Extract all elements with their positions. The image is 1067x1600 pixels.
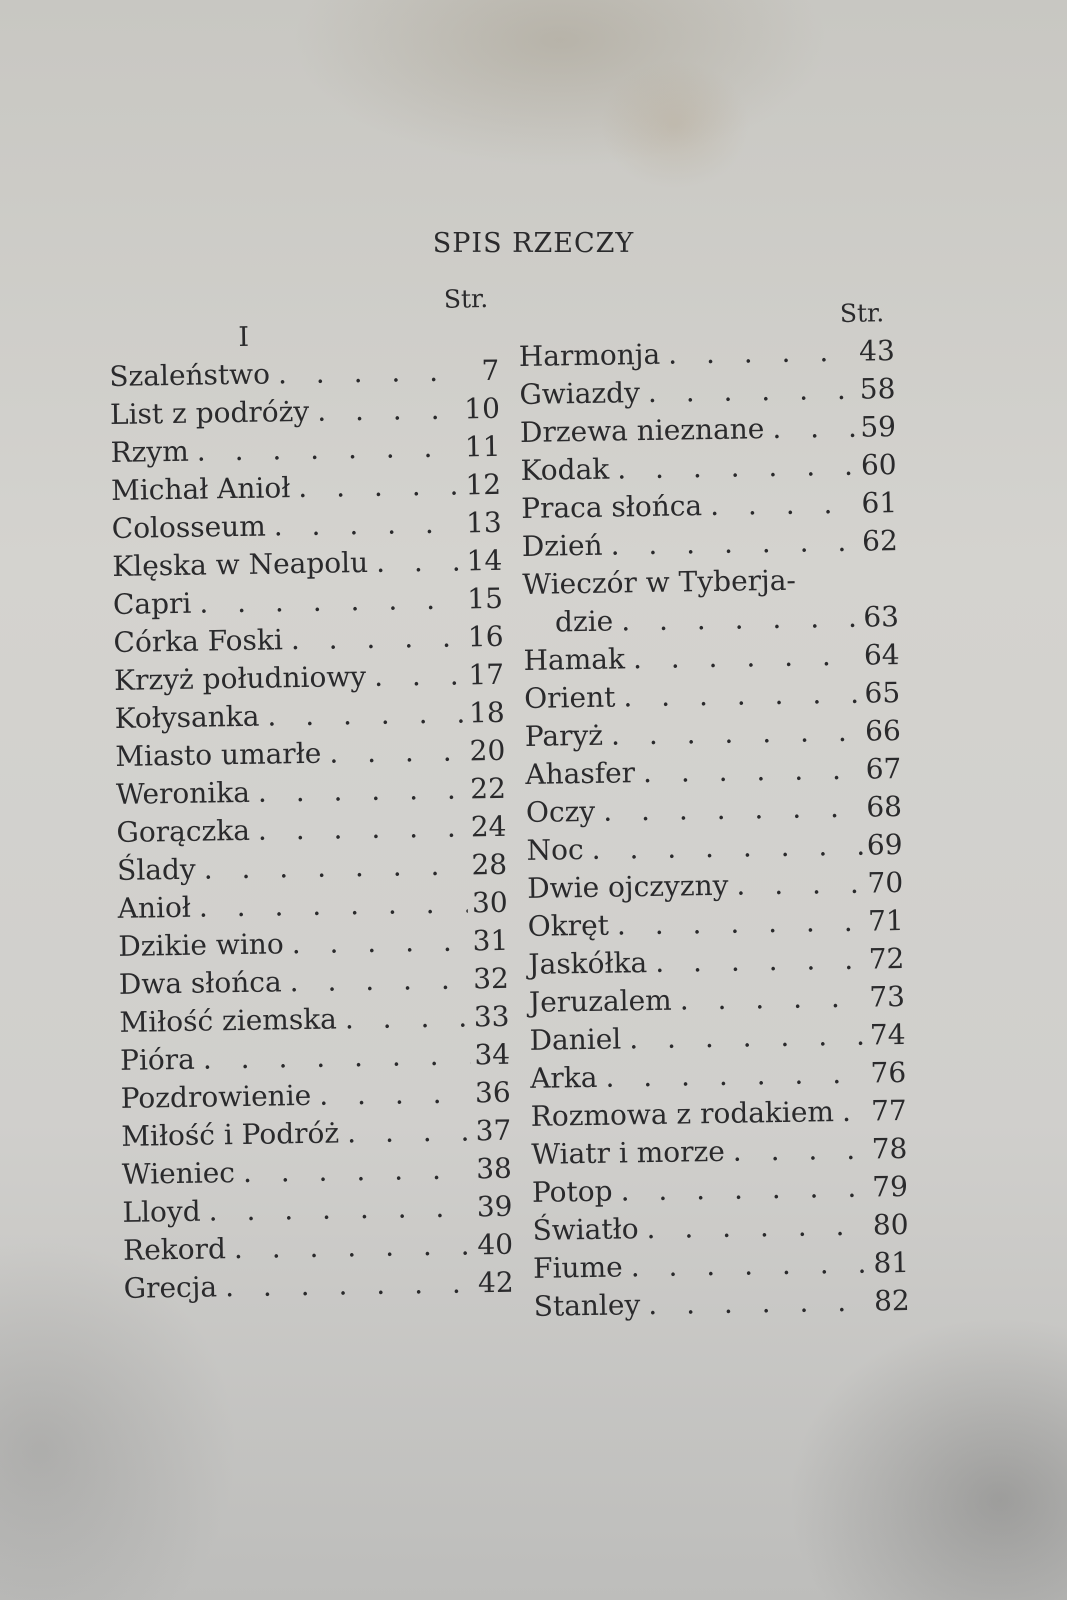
dot-leader xyxy=(217,1264,475,1306)
toc-entry-page: 17 xyxy=(468,657,505,692)
toc-entry-page: 13 xyxy=(465,505,502,540)
toc-entry-page: 20 xyxy=(469,733,506,768)
toc-entry-title: Fiume xyxy=(532,1250,623,1285)
toc-entry-title: Dwie ojczyzny xyxy=(526,868,729,905)
dot-leader xyxy=(226,1226,474,1268)
toc-entry xyxy=(121,1112,512,1156)
toc-entry-title: Daniel xyxy=(529,1022,622,1057)
toc-entry xyxy=(117,846,508,890)
toc-entry xyxy=(120,1036,511,1080)
dot-leader xyxy=(671,979,865,1020)
dot-leader xyxy=(834,1093,868,1132)
toc-entry xyxy=(530,1054,907,1098)
toc-entry-title: Ślady xyxy=(116,852,196,887)
toc-entry xyxy=(110,390,501,434)
dot-leader xyxy=(337,998,471,1038)
dot-leader xyxy=(250,770,467,811)
toc-entry xyxy=(520,446,897,490)
toc-entry xyxy=(519,370,896,414)
toc-entry-page: 77 xyxy=(870,1093,907,1128)
toc-entry xyxy=(527,902,904,946)
toc-entry-title: Gwiazdy xyxy=(519,376,641,411)
toc-entry-page: 37 xyxy=(475,1113,512,1148)
toc-entry-title: Lloyd xyxy=(122,1194,201,1229)
toc-entry-page: 22 xyxy=(469,771,507,806)
toc-entry xyxy=(114,694,505,738)
dot-leader xyxy=(796,589,861,590)
toc-entry-page xyxy=(861,588,899,589)
dot-leader xyxy=(265,504,462,545)
toc-entry-title: Anioł xyxy=(117,890,192,925)
toc-entry-title: Dzikie wino xyxy=(118,927,284,963)
dot-leader xyxy=(195,1036,471,1078)
toc-entry-page: 33 xyxy=(473,999,510,1034)
toc-entry xyxy=(522,560,899,604)
toc-entry-title: Jeruzalem xyxy=(528,983,672,1019)
toc-entry-page: 43 xyxy=(858,334,896,368)
toc-entry-title: Stanley xyxy=(533,1288,641,1323)
toc-entry-page: 10 xyxy=(464,391,501,426)
toc-entry-title: Dwa słońca xyxy=(118,965,282,1001)
toc-column-left xyxy=(108,284,514,1308)
toc-entry-title: Klęska w Neapolu xyxy=(112,545,369,583)
dot-leader xyxy=(368,542,463,581)
toc-entry-page: 80 xyxy=(872,1207,909,1242)
dot-leader xyxy=(622,1245,869,1287)
toc-entry xyxy=(123,1264,514,1308)
toc-entry-title: Wieniec xyxy=(121,1156,236,1191)
toc-entry-page: 34 xyxy=(474,1037,511,1072)
toc-entry xyxy=(521,484,898,528)
toc-entry-page: 32 xyxy=(472,961,510,996)
toc-entry xyxy=(116,770,507,814)
toc-entry-page: 73 xyxy=(869,980,906,1014)
dot-leader xyxy=(281,960,469,1001)
dot-leader xyxy=(270,352,462,393)
toc-entry-title: Pióra xyxy=(119,1042,196,1077)
toc-entry-page: 61 xyxy=(861,486,898,520)
toc-entry-title: Ahasfer xyxy=(525,756,636,791)
toc-entry xyxy=(111,504,502,548)
paper-stain xyxy=(600,60,750,190)
toc-entry xyxy=(525,750,902,794)
toc-entry-title: Wieczór w Tyberja- xyxy=(522,563,797,601)
dot-leader xyxy=(311,1074,471,1115)
toc-entry-page: 14 xyxy=(466,543,503,578)
toc-entry-title: Okręt xyxy=(527,908,610,943)
toc-entry xyxy=(529,978,906,1022)
dot-leader xyxy=(602,523,858,565)
dot-leader xyxy=(366,656,465,696)
toc-entry-title: Miłość i Podróż xyxy=(121,1116,340,1153)
dot-leader xyxy=(615,675,861,717)
dot-leader xyxy=(235,1150,473,1192)
toc-entry-title: Gorączka xyxy=(116,813,251,849)
toc-entry-title: Kodak xyxy=(520,452,610,487)
page-title: SPIS RZECZY xyxy=(432,228,635,259)
toc-entry xyxy=(113,580,504,624)
toc-entry xyxy=(116,808,507,852)
toc-entry-title: Rozmowa z rodakiem xyxy=(530,1095,835,1133)
toc-entry-page: 40 xyxy=(477,1227,514,1262)
toc-entry-title: List z podróży xyxy=(109,394,310,431)
toc-entry-title: Pozdrowienie xyxy=(120,1078,312,1115)
toc-entry-page: 82 xyxy=(873,1283,910,1318)
toc-entry xyxy=(524,674,901,718)
toc-entry-page: 60 xyxy=(860,448,897,482)
dot-leader xyxy=(583,827,863,869)
toc-entry-title: Kołysanka xyxy=(114,699,260,735)
toc-entry xyxy=(109,352,500,396)
toc-entry-title: Córka Foski xyxy=(113,623,284,659)
toc-entry xyxy=(110,428,501,472)
toc-entry-title: Weronika xyxy=(115,775,251,811)
dot-leader xyxy=(660,333,856,374)
toc-entry-page: 18 xyxy=(468,695,505,730)
toc-entry-title: Wiatr i morze xyxy=(531,1134,726,1171)
toc-entry-page: 16 xyxy=(467,619,504,654)
toc-entry xyxy=(520,408,897,452)
toc-entry-page: 68 xyxy=(866,790,903,824)
toc-entry-page: 30 xyxy=(471,885,508,920)
toc-entry xyxy=(114,656,505,700)
toc-entry-page: 24 xyxy=(470,809,507,844)
toc-entry-title: Jaskółka xyxy=(528,946,648,981)
toc-entry-page: 62 xyxy=(861,524,899,558)
toc-entry-title: Capri xyxy=(112,586,192,621)
dot-leader xyxy=(191,580,464,622)
toc-entry xyxy=(527,864,904,908)
toc-entry xyxy=(113,618,504,662)
toc-entry-page: 58 xyxy=(859,372,896,406)
page-column-label: Str. xyxy=(839,298,885,328)
toc-entry xyxy=(111,466,502,510)
toc-entry-title: Krzyż południowy xyxy=(113,659,367,697)
dot-leader xyxy=(259,694,465,735)
toc-entry-page: 12 xyxy=(465,467,502,502)
toc-entry-title: Dzień xyxy=(521,528,603,563)
toc-entry-page: 39 xyxy=(476,1189,513,1224)
toc-entry xyxy=(526,788,903,832)
toc-entry xyxy=(122,1150,513,1194)
toc-entry-title: dzie xyxy=(554,604,614,639)
toc-entry xyxy=(530,1092,907,1136)
toc-entry-page: 38 xyxy=(475,1151,513,1186)
dot-leader xyxy=(309,390,461,430)
dot-leader xyxy=(613,599,860,641)
toc-list-left xyxy=(109,352,514,1308)
dot-leader xyxy=(638,1207,869,1249)
toc-entry-page: 70 xyxy=(867,866,904,900)
toc-entry-page: 71 xyxy=(867,904,904,938)
dot-leader xyxy=(321,732,466,772)
page-column-label: Str. xyxy=(443,284,489,314)
toc-list-right xyxy=(519,332,910,1326)
toc-entry-page: 42 xyxy=(477,1265,514,1300)
toc-entry-page: 74 xyxy=(869,1018,906,1052)
toc-entry-title: Oczy xyxy=(525,794,596,829)
toc-entry xyxy=(533,1282,910,1326)
dot-leader xyxy=(283,922,469,963)
dot-leader xyxy=(609,903,865,945)
toc-column-right xyxy=(518,298,910,1326)
toc-entry xyxy=(526,826,903,870)
toc-entry-title: Arka xyxy=(529,1060,598,1095)
toc-entry-page: 63 xyxy=(863,600,900,634)
toc-entry xyxy=(123,1226,514,1270)
toc-entry xyxy=(531,1130,908,1174)
toc-entry xyxy=(115,732,506,776)
dot-leader xyxy=(595,789,863,831)
dot-leader xyxy=(625,637,861,679)
toc-entry xyxy=(529,1016,906,1060)
toc-entry-page: 67 xyxy=(865,752,902,786)
toc-entry xyxy=(119,998,510,1042)
toc-entry xyxy=(523,598,900,642)
dot-leader xyxy=(640,1283,870,1325)
dot-leader xyxy=(597,1055,867,1097)
toc-entry-title: Potop xyxy=(531,1174,613,1209)
toc-entry-page: 11 xyxy=(464,429,501,464)
toc-entry xyxy=(533,1244,910,1288)
toc-entry-page: 79 xyxy=(872,1169,909,1204)
section-number: I xyxy=(238,321,250,353)
toc-entry-page: 76 xyxy=(870,1056,907,1090)
dot-leader xyxy=(647,941,865,982)
dot-leader xyxy=(195,846,467,888)
dot-leader xyxy=(290,466,462,507)
toc-entry-page: 72 xyxy=(868,942,905,976)
toc-entry xyxy=(532,1206,909,1250)
dot-leader xyxy=(764,409,857,448)
toc-entry-title: Noc xyxy=(526,833,584,867)
dot-leader xyxy=(250,808,468,849)
dot-leader xyxy=(191,884,469,926)
toc-entry-page: 78 xyxy=(871,1131,908,1166)
toc-entry-page: 36 xyxy=(474,1075,511,1110)
dot-leader xyxy=(635,751,862,793)
toc-entry-page: 66 xyxy=(864,714,902,748)
toc-entry-title: Rekord xyxy=(122,1232,227,1267)
dot-leader xyxy=(640,371,856,412)
toc-entry xyxy=(112,542,503,586)
toc-entry-title: Paryż xyxy=(524,718,604,753)
toc-entry xyxy=(117,884,508,928)
toc-entry-page: 7 xyxy=(481,353,500,388)
dot-leader xyxy=(188,428,461,470)
dot-leader xyxy=(724,1131,867,1171)
toc-entry xyxy=(120,1074,511,1118)
dot-leader xyxy=(603,713,862,755)
toc-entry-page: 59 xyxy=(860,410,897,444)
toc-entry-page: 69 xyxy=(866,828,903,862)
toc-entry xyxy=(525,712,902,756)
toc-entry-title: Hamak xyxy=(523,642,626,677)
toc-entry xyxy=(519,332,896,376)
toc-entry-page: 15 xyxy=(466,581,504,616)
toc-entry-title: Drzewa nieznane xyxy=(519,412,765,449)
toc-entry-title: Światło xyxy=(532,1212,639,1247)
toc-entry xyxy=(523,636,900,680)
toc-entry-title: Miłość ziemska xyxy=(119,1002,338,1039)
toc-entry xyxy=(532,1168,909,1212)
dot-leader xyxy=(283,618,465,659)
toc-entry xyxy=(118,922,509,966)
toc-entry-page: 31 xyxy=(472,923,509,958)
dot-leader xyxy=(702,485,858,525)
dot-leader xyxy=(609,447,857,489)
dot-leader xyxy=(200,1188,473,1230)
dot-leader xyxy=(339,1112,472,1152)
toc-entry-page: 64 xyxy=(863,638,900,672)
toc-entry-page: 65 xyxy=(864,676,901,710)
toc-entry-title: Praca słońca xyxy=(520,489,703,525)
toc-entry-page: 81 xyxy=(873,1245,910,1280)
toc-entry-title: Szaleństwo xyxy=(109,357,271,393)
toc-entry-title: Harmonja xyxy=(518,337,661,373)
dot-leader xyxy=(621,1017,866,1059)
dot-leader xyxy=(728,865,864,905)
toc-entry-title: Michał Anioł xyxy=(110,471,291,507)
dot-leader xyxy=(612,1169,868,1211)
toc-entry xyxy=(522,522,899,566)
toc-entry xyxy=(528,940,905,984)
toc-entry xyxy=(122,1188,513,1232)
toc-entry-page: 28 xyxy=(471,847,508,882)
toc-entry-title: Grecja xyxy=(123,1270,218,1305)
toc-entry-title: Miasto umarłe xyxy=(115,736,322,773)
toc-entry xyxy=(119,960,510,1004)
toc-entry-title: Rzym xyxy=(110,434,190,469)
toc-entry-title: Colosseum xyxy=(111,509,266,545)
toc-entry-title: Orient xyxy=(523,680,616,715)
